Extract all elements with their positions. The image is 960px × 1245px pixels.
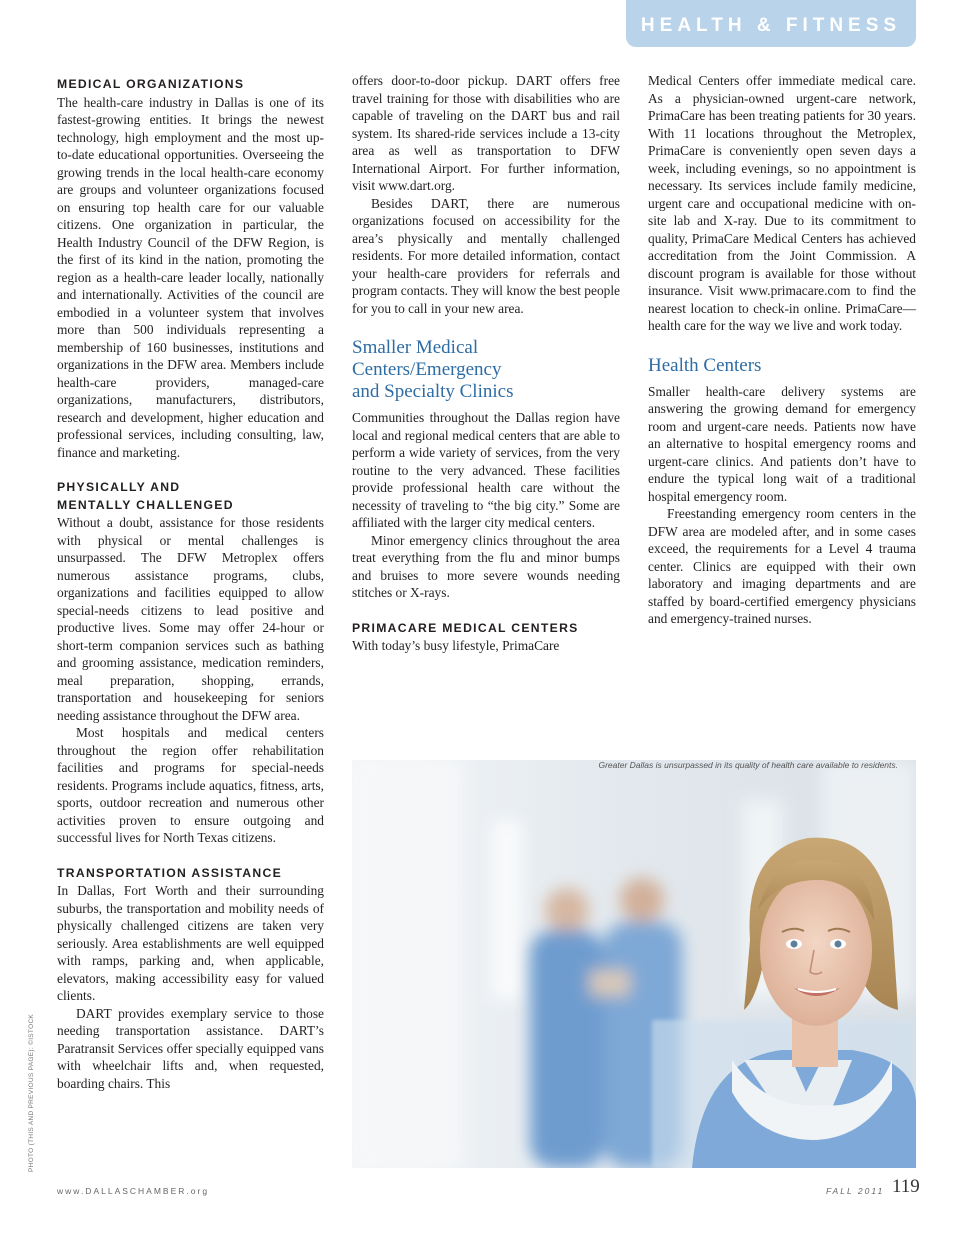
column-1 <box>57 76 324 1092</box>
heading-line: Centers/Emergency <box>352 359 502 380</box>
nurse-photo <box>352 760 916 1168</box>
heading-line: and Specialty Clinics <box>352 381 514 402</box>
footer-issue: FALL 2011 <box>826 1186 885 1196</box>
heading-primacare: PRIMACARE MEDICAL CENTERS <box>352 620 579 635</box>
heading-physically-challenged <box>57 479 324 514</box>
heading-line: MENTALLY CHALLENGED <box>57 497 234 512</box>
heading-line: Smaller Medical <box>352 337 479 358</box>
heading-line: PHYSICALLY AND <box>57 480 181 494</box>
column-2 <box>352 72 620 655</box>
heading-health-centers: Health Centers <box>648 354 762 376</box>
page-number: 119 <box>892 1176 920 1197</box>
paragraph: Smaller health-care delivery systems are answering the growing demand for emergency room and urgent-care needs. Patients now have an alternative to hospital emergency rooms and urgent-care clinics. And patients don’t have to endure the typical long wait of a traditional hospital emergency room. <box>648 383 916 504</box>
paragraph: DART provides exemplary service to those needing transportation assistance. DART’s Paratransit Services offer specially equipped vans with wheelchair lifts and, when requested, boarding chairs. This <box>57 1005 324 1091</box>
photo-caption: Greater Dallas is unsurpassed in its quality of health care available to residents. <box>598 760 898 770</box>
paragraph: Most hospitals and medical centers throughout the region offer rehabilitation facilities and programs for special-needs residents. Programs include aquatics, fitness, arts, sports, outdoor recreation and numerous other activities proven to ensure outgoing and successful lives for North Texas citizens. <box>57 725 324 845</box>
paragraph: The health-care industry in Dallas is one of its fastest-growing entities. It brings the newest technology, high employment and the most up-to-date educational opportunities. Overseeing the growing trends in the local health-care economy are groups and volunteer organizations focused on ensuring top health care for our valuable citizens. One organization in particular, the Health Industry Council of the DFW Region, is the first of its kind in the nation, promoting the region as a health-care leader locally, nationally and internationally. Activities of the council are embodied in a volunteer system that involves more than 500 individuals representing a membership of 160 businesses, institutions and organizations in the DFW area. Members include health-care providers, managed-care organizations, manufacturers, distributors, research and development, higher education and professional services, including consulting, law, finance and marketing. <box>57 94 324 460</box>
paragraph: In Dallas, Fort Worth and their surrounding suburbs, the transportation and mobility needs of physically challenged citizens are taken very seriously. Area establishments are well equipped with ramps, parking and, when applicable, elevators, making accessibility easy for valued clients. <box>57 883 324 1003</box>
heading-transportation-assistance: TRANSPORTATION ASSISTANCE <box>57 865 283 880</box>
column-3 <box>648 72 916 628</box>
footer-website: www.DALLASCHAMBER.org <box>57 1186 210 1196</box>
section-tab <box>626 0 916 47</box>
paragraph: With today’s busy lifestyle, PrimaCare <box>352 638 560 653</box>
nurse-illustration <box>352 760 916 1168</box>
section-title: HEALTH & FITNESS <box>640 15 902 36</box>
heading-smaller-medical-centers <box>352 337 620 403</box>
paragraph: Communities throughout the Dallas region have local and regional medical centers that are able to perform a wide variety of services, from the very routine to the very advanced. These facilities provide professional health care without the necessity of traveling to “the big city.” Some are affiliated with the larger city medical centers. <box>352 410 620 530</box>
photo-credit: PHOTO (THIS AND PREVIOUS PAGE): ©ISTOCK <box>28 1013 35 1172</box>
paragraph: Without a doubt, assistance for those residents with physical or mental challenges is unsurpassed. The DFW Metroplex offers numerous assistance programs, clubs, organizations and facilities equipped to allow special-needs citizens to lead positive and productive lives. Some may offer 24-hour or short-term companion services such as bathing and grooming assistance, medication reminders, meal preparation, shopping, errands, transportation and housekeeping for seniors needing assistance throughout the DFW area. <box>57 515 324 723</box>
paragraph: Besides DART, there are numerous organizations focused on accessibility for the area’s physically and mentally challenged residents. For more detailed information, contact your health-care providers for referrals and program contacts. They will know the best people for you to call in your new area. <box>352 195 620 316</box>
paragraph: Medical Centers offer immediate medical care. As a physician-owned urgent-care network, PrimaCare has been treating patients for 30 years. With 11 locations throughout the Metroplex, PrimaCare is conveniently open seven days a week, including evenings, so no appointment is necessary. Its services include family medicine, urgent care and occupational medicine with on-site lab and X-ray. Due to its commitment to quality, PrimaCare Medical Centers has achieved accreditation from the Joint Commission. A discount program is available for those without insurance. Visit www.primacare.com to find the nearest location to check-in online. PrimaCare—health care for the way we live and work today. <box>648 73 916 333</box>
paragraph: Freestanding emergency room centers in the DFW area are modeled after, and in some cases exceed, the requirements for a Level 4 trauma center. Clinics are equipped with their own laboratory and imaging departments and are staffed by board-certified emergency physicians and emergency-trained nurses. <box>648 506 916 626</box>
paragraph: Minor emergency clinics throughout the area treat everything from the flu and minor bumps and bruises to more severe wounds needing stitches or X-rays. <box>352 532 620 600</box>
heading-medical-organizations: MEDICAL ORGANIZATIONS <box>57 77 245 91</box>
paragraph: offers door-to-door pickup. DART offers free travel training for those with disabilities who are capable of traveling on the DART bus and rail system. Its shared-ride services include a 13-city area as well as transportation to DFW International Airport. For further information, visit www.dart.org. <box>352 73 620 193</box>
